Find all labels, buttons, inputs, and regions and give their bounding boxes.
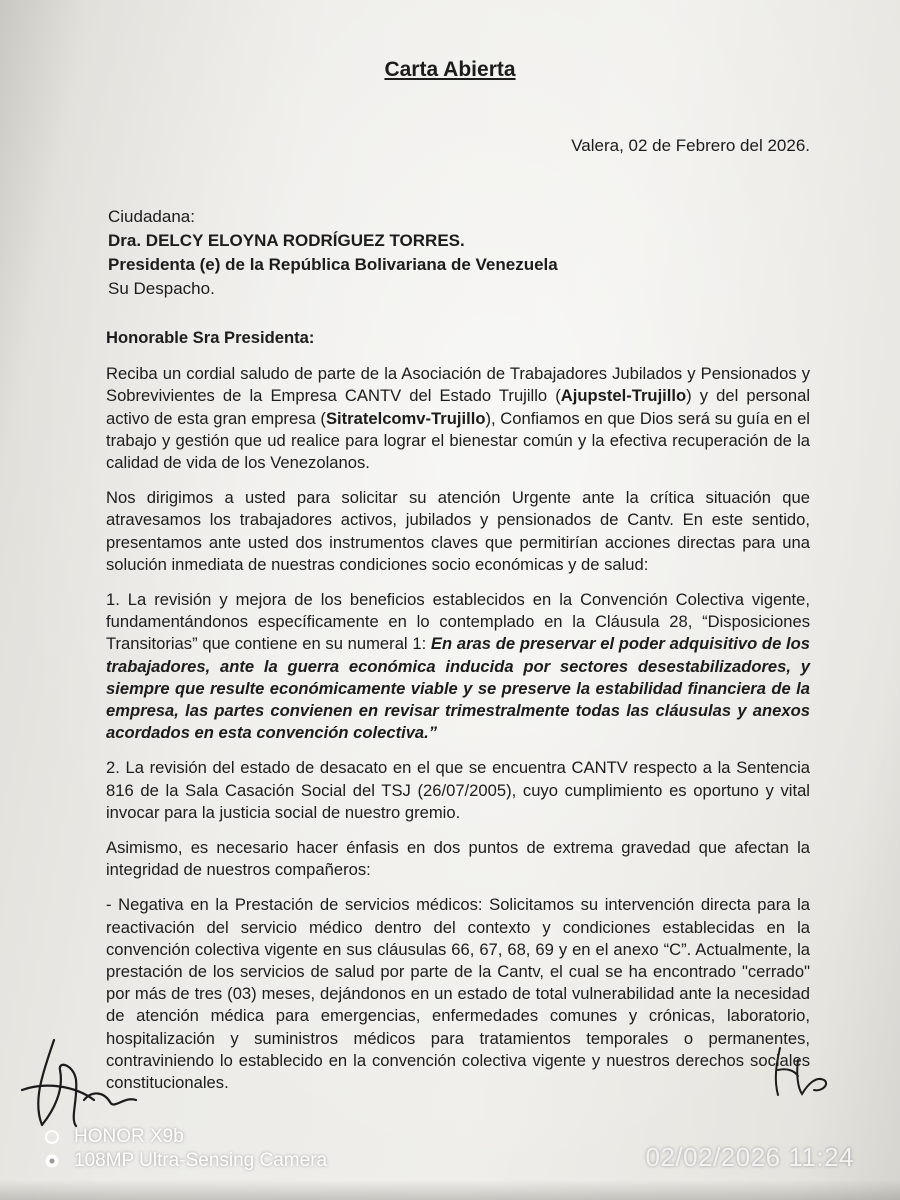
photo-timestamp: 02/02/2026 11:24 xyxy=(645,1142,854,1172)
camera-watermark xyxy=(0,1120,900,1200)
recipient-name: Dra. DELCY ELOYNA RODRÍGUEZ TORRES. xyxy=(108,231,465,250)
letter-title: Carta Abierta xyxy=(384,58,516,81)
camera-spec: 108MP Ultra-Sensing Camera xyxy=(74,1150,328,1171)
paragraph-point-2: 2. La revisión del estado de desacato en el que se encuentra CANTV respecto a la Sentencia 816 de la Sala Casación Social del TSJ (26/07/2005), cuyo cumplimiento es oportuno y vital invocar para la justicia social de nuestro gremio. xyxy=(106,758,810,822)
recipient-office: Su Despacho. xyxy=(108,279,215,298)
lens-icon xyxy=(44,1153,60,1169)
p1-text-3: ), Confiamos en que Dios será su guía en el trabajo y gestión que ud realice para lograr el bienestar común y la efectiva recuperación de la calidad de vida de los Venezolanos. xyxy=(106,408,810,473)
camera-model: HONOR X9b xyxy=(74,1126,184,1147)
p1-text-1: Reciba un cordial saludo de parte de la Asociación de Trabajadores Jubilados y Pensionados y Sobrevivientes de la Empresa CANTV del Estado Trujillo ( xyxy=(106,364,810,406)
recipient-position: Presidenta (e) de la República Bolivariana de Venezuela xyxy=(108,255,558,274)
paragraph-request: Nos dirigimos a usted para solicitar su atención Urgente ante la crítica situación que atravesamos los trabajadores activos, jubilados y pensionados de Cantv. En este sentido, presentamos ante usted dos instrumentos claves que permitirían acciones directas para una solución inmediata de nuestras condiciones socio económicas y de salud: xyxy=(106,488,810,574)
recipient-salutation-line: Ciudadana: xyxy=(108,207,195,226)
camera-model-row xyxy=(44,1126,184,1148)
point-1-text: 1. La revisión y mejora de los beneficios establecidos en la Convención Colectiva vigente, fundamentándonos específicamente en lo contemplado en la Cláusula 28, “Disposiciones Transitorias” que contiene en su numeral 1: xyxy=(106,590,810,654)
paragraph-medical-services: - Negativa en la Prestación de servicios médicos: Solicitamos su intervención directa para la reactivación del servicio médico dentro del contexto y condiciones establecidas en la convención colectiva vigente en sus cláusulas 66, 67, 68, 69 y en el anexo “C”. Actualmente, la prestación de los servicios de salud por parte de la Cantv, el cual se ha encontrado "cerrado" por más de tres (03) meses, dejándonos en un estado de total vulnerabilidad ante la necesidad de atención médica para emergencias, enfermedades comunes y crónicas, laboratorio, hospitalización y suministros médicos para tratamientos temporales o permanentes, contraviniendo lo establecido en la convención colectiva vigente y nuestros derechos sociales constitucionales. xyxy=(106,895,810,1093)
camera-spec-row xyxy=(44,1150,327,1172)
p1-org-ajupstel: Ajupstel-Trujillo xyxy=(560,386,687,406)
paragraph-emphasis: Asimismo, es necesario hacer énfasis en dos puntos de extrema gravedad que afectan la integridad de nuestros compañeros: xyxy=(106,838,810,880)
ring-icon xyxy=(44,1129,60,1145)
paragraph-point-1 xyxy=(106,589,810,744)
signature-right xyxy=(768,1040,838,1100)
point-1-quote: En aras de preservar el poder adquisitivo de los trabajadores, ante la guerra económica inducida por sectores desestabilizadores, y siempre que resulte económicamente viable y se preserve la estabilidad financiera de la empresa, las partes convienen en revisar trimestralmente todas las cláusulas y anexos acordados en esta convención colectiva.” xyxy=(106,634,811,743)
p1-text-2: ) y del personal activo de esta gran empresa ( xyxy=(106,386,811,428)
paragraph-greeting-intro xyxy=(106,363,810,474)
recipient-block xyxy=(108,205,558,301)
signature-left xyxy=(14,1030,144,1130)
letter-body xyxy=(106,327,810,1107)
letter-date: Valera, 02 de Febrero del 2026. xyxy=(571,136,810,155)
p1-org-sitratelcomv: Sitratelcomv-Trujillo xyxy=(325,408,486,428)
letter-greeting: Honorable Sra Presidenta: xyxy=(106,328,315,347)
